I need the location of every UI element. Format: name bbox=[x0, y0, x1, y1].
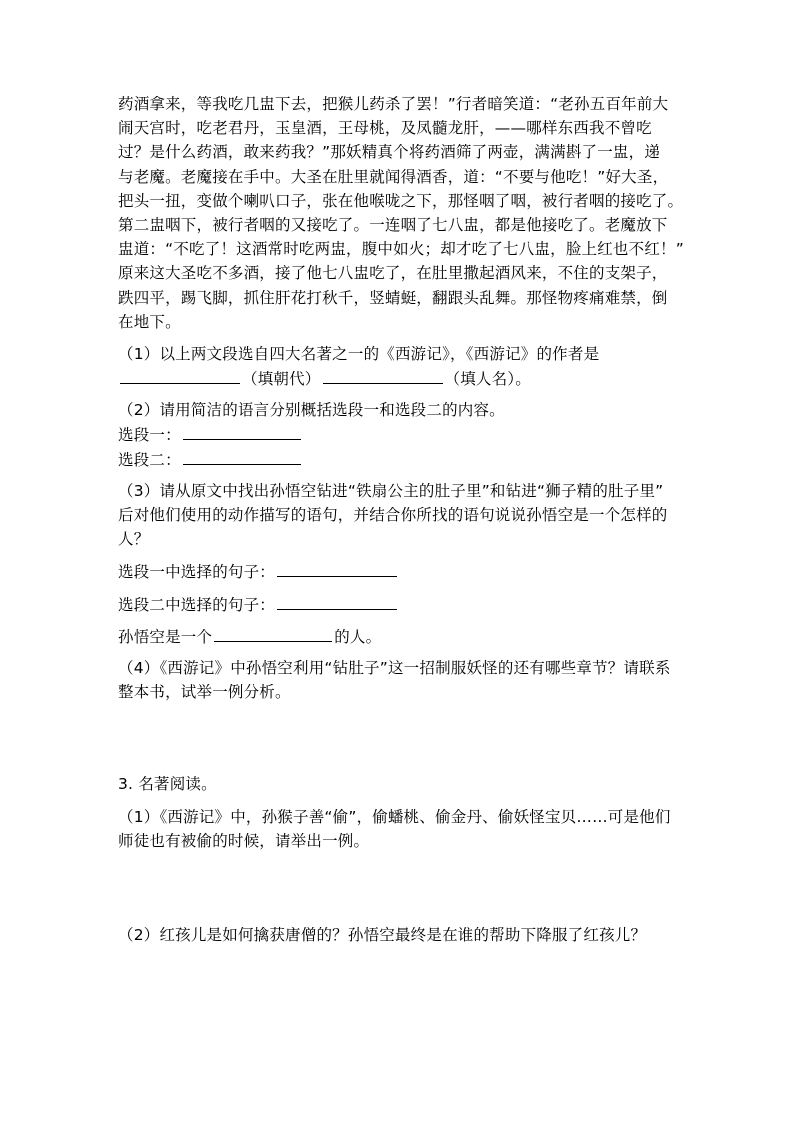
dynasty-blank[interactable] bbox=[120, 366, 240, 384]
question-2-answer-1 bbox=[118, 422, 683, 446]
passage-line: 与老魔。老魔接在手中。大圣在肚里就闻得酒香，道：“不要与他吃！”好大圣， bbox=[118, 167, 669, 186]
section-3-question-2: （2）红孩儿是如何擒获唐僧的？孙悟空最终是在谁的帮助下降服了红孩儿？ bbox=[118, 925, 647, 944]
dynasty-hint: （填朝代） bbox=[242, 370, 321, 389]
passage-line: 过？是什么药酒，敢来药我？”那妖精真个将药酒筛了两壶，满满斟了一盅，递 bbox=[118, 143, 661, 162]
question-3-answer-1 bbox=[118, 559, 683, 583]
question-1-text: （1）以上两文段选自四大名著之一的《西游记》，《西游记》的作者是 bbox=[118, 344, 600, 363]
section-3-question-1: 师徒也有被偷的时候，请举出一例。 bbox=[118, 831, 370, 850]
question-3-answer-3 bbox=[118, 624, 683, 648]
summary-2-blank[interactable] bbox=[183, 447, 301, 465]
passage-line: 把头一扭，变做个喇叭口子，张在他喉咙之下，那怪咽了咽，被行者咽的接吃了。 bbox=[118, 191, 684, 210]
section-3 bbox=[118, 772, 683, 947]
passage-line: 在地下。 bbox=[118, 312, 181, 331]
question-3-text: 后对他们使用的动作描写的语句，并结合你所找的语句说说孙悟空是一个怎样的 bbox=[118, 506, 668, 524]
question-3 bbox=[118, 479, 683, 648]
question-3-answer-2 bbox=[118, 592, 683, 616]
question-2 bbox=[118, 398, 683, 471]
question-1-answer-line bbox=[118, 366, 683, 390]
passage-line: 跌四平，踢飞脚，抓住肝花打秋千，竖蜻蜓，翻跟头乱舞。那怪物疼痛难禁，倒 bbox=[118, 288, 668, 307]
question-4 bbox=[118, 656, 683, 704]
question-3-text: （3）请从原文中找出孙悟空钻进“铁扇公主的肚子里”和钻进“狮子精的肚子里” bbox=[118, 481, 664, 500]
question-4-text: 整本书，试举一例分析。 bbox=[118, 683, 291, 702]
answer-label: 选段一： bbox=[118, 426, 181, 445]
passage-line: 第二盅咽下，被行者咽的又接吃了。一连咽了七八盅，都是他接吃了。老魔放下 bbox=[118, 215, 668, 234]
document-page bbox=[118, 92, 683, 947]
answer-label: 选段二： bbox=[118, 450, 181, 469]
character-blank[interactable] bbox=[214, 624, 332, 642]
answer-label: 选段二中选择的句子： bbox=[118, 595, 276, 614]
answer-label: 孙悟空是一个 bbox=[118, 627, 213, 646]
passage-line: 原来这大圣吃不多酒，接了他七八盅吃了，在肚里撒起酒风来，不住的支架子， bbox=[118, 264, 668, 283]
sentence-1-blank[interactable] bbox=[277, 559, 397, 577]
passage-line: 药酒拿来，等我吃几盅下去，把猴儿药杀了罢！”行者暗笑道：“老孙五百年前大 bbox=[118, 95, 669, 113]
question-2-answer-2 bbox=[118, 447, 683, 471]
answer-label: 选段一中选择的句子： bbox=[118, 563, 276, 582]
author-blank[interactable] bbox=[323, 366, 443, 384]
author-hint: （填人名）。 bbox=[444, 370, 531, 389]
question-2-text: （2）请用简洁的语言分别概括选段一和选段二的内容。 bbox=[118, 401, 505, 420]
answer-label: 的人。 bbox=[334, 627, 382, 646]
question-4-text: （4）《西游记》中孙悟空利用“钻肚子”这一招制服妖怪的还有哪些章节？请联系 bbox=[118, 658, 671, 677]
section-3-heading: 3. 名著阅读。 bbox=[118, 775, 217, 794]
passage-line: 盅道：“不吃了！这酒常时吃两盅，腹中如火；却才吃了七八盅，脸上红也不红！” bbox=[118, 240, 684, 259]
summary-1-blank[interactable] bbox=[183, 422, 301, 440]
passage bbox=[118, 92, 683, 334]
question-3-text: 人？ bbox=[118, 530, 150, 549]
sentence-2-blank[interactable] bbox=[277, 592, 397, 610]
passage-line: 闹天宫时，吃老君丹，玉皇酒，王母桃，及凤髓龙肝，——哪样东西我不曾吃 bbox=[118, 119, 652, 138]
section-3-question-1: （1）《西游记》中，孙猴子善“偷”，偷蟠桃、偷金丹、偷妖怪宝贝……可是他们 bbox=[118, 807, 671, 826]
question-1 bbox=[118, 342, 683, 390]
